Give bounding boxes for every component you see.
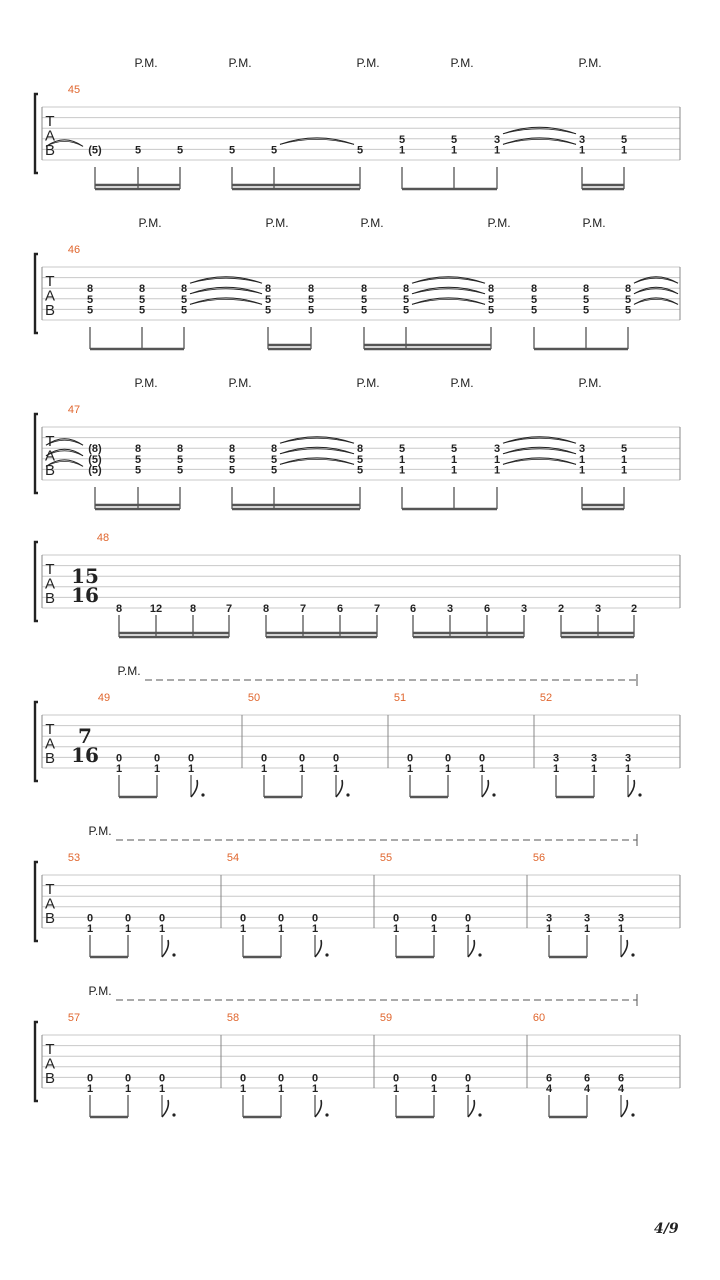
fret-number: 3 [594, 603, 602, 615]
fret-number: 5 [487, 304, 495, 317]
fret-number: 5 [530, 304, 538, 317]
fret-number: 1 [450, 464, 458, 477]
measure-number: 59 [379, 1012, 393, 1024]
palm-mute-mark: P.M. [117, 664, 141, 678]
fret-number: 5 [270, 144, 278, 157]
fret-number: 5 [270, 464, 278, 477]
fret-number: 5 [270, 453, 278, 466]
fret-number: 1 [311, 923, 319, 935]
fret-number: 3 [578, 443, 586, 456]
fret-number: 3 [545, 912, 553, 925]
fret-number: 1 [392, 1083, 400, 1095]
tab-clef-letter: T [45, 721, 55, 738]
dotted-note [478, 1113, 481, 1116]
fret-number: 3 [590, 752, 598, 765]
tab-clef-letter: T [45, 273, 55, 290]
dotted-note [172, 953, 175, 956]
note-flag [482, 780, 488, 797]
fret-number: 1 [620, 144, 628, 157]
fret-number: 3 [617, 912, 625, 925]
palm-mute-mark: P.M. [578, 56, 602, 70]
tab-clef-letter: T [45, 1041, 55, 1058]
fret-number: 1 [464, 923, 472, 935]
palm-mute-mark: P.M. [134, 56, 158, 70]
fret-number: 7 [373, 603, 381, 615]
tab-clef-letter: A [44, 575, 56, 593]
fret-number: 2 [630, 603, 638, 615]
fret-number: 12 [149, 603, 163, 615]
dotted-note [478, 953, 481, 956]
fret-number: 0 [332, 752, 340, 765]
note-flag [468, 1100, 474, 1117]
tab-clef-letter: B [44, 910, 56, 927]
tab-clef-letter: A [44, 1055, 56, 1073]
note-flag [162, 1100, 168, 1117]
fret-number: 2 [557, 603, 565, 615]
fret-number: 0 [239, 912, 247, 925]
fret-number: 5 [620, 443, 628, 456]
fret-number: 0 [430, 1072, 438, 1085]
fret-number: 1 [392, 923, 400, 935]
fret-number: (5) [88, 464, 102, 477]
fret-number: 0 [464, 912, 472, 925]
fret-number: 0 [392, 912, 400, 925]
note-flag [621, 1100, 627, 1117]
tab-clef-letter: A [44, 127, 56, 145]
dotted-note [638, 793, 641, 796]
fret-number: 1 [617, 923, 625, 935]
fret-number: 6 [483, 603, 491, 615]
tie-arc [503, 449, 576, 454]
fret-number: 1 [493, 144, 501, 157]
tab-clef-letter: A [44, 895, 56, 913]
fret-number: 1 [153, 763, 161, 775]
fret-number: 5 [402, 304, 410, 317]
tab-clef-letter: T [45, 561, 55, 578]
fret-number: 5 [398, 443, 406, 456]
fret-number: 8 [189, 603, 197, 615]
fret-number: 1 [86, 923, 94, 935]
time-signature-top: 15 [71, 564, 99, 588]
fret-number: 5 [398, 133, 406, 146]
dotted-note [346, 793, 349, 796]
fret-number: 5 [180, 304, 188, 317]
fret-number: 1 [578, 464, 586, 477]
fret-number: 1 [398, 144, 406, 157]
tie-arc [412, 289, 485, 294]
system-bracket [35, 1022, 38, 1101]
fret-number: 5 [228, 144, 236, 157]
measure-number: 58 [226, 1012, 240, 1024]
fret-number: 5 [582, 304, 590, 317]
system-bracket [35, 702, 38, 781]
fret-number: 8 [530, 283, 538, 296]
dotted-note [631, 1113, 634, 1116]
fret-number: 1 [478, 763, 486, 775]
fret-number: 5 [450, 443, 458, 456]
tie-arc [412, 299, 485, 304]
tab-clef-letter: A [44, 447, 56, 465]
palm-mute-mark: P.M. [450, 376, 474, 390]
tie-arc-out [634, 278, 678, 283]
fret-number: 3 [493, 443, 501, 456]
fret-number: 0 [392, 1072, 400, 1085]
fret-number: 5 [86, 304, 94, 317]
dotted-note [492, 793, 495, 796]
measure-number: 51 [393, 692, 407, 704]
tie-arc [280, 438, 354, 443]
palm-mute-mark: P.M. [487, 216, 511, 230]
page-number: 4/9 [654, 1221, 679, 1237]
note-flag [336, 780, 342, 797]
fret-number: 3 [624, 752, 632, 765]
measure-number: 53 [67, 852, 81, 864]
fret-number: 5 [228, 464, 236, 477]
fret-number: 5 [360, 293, 368, 306]
measure-number: 48 [96, 532, 110, 544]
fret-number: 3 [578, 133, 586, 146]
fret-number: 5 [228, 453, 236, 466]
fret-number: 1 [578, 144, 586, 157]
fret-number: 0 [86, 912, 94, 925]
fret-number: 1 [86, 1083, 94, 1095]
fret-number: 6 [409, 603, 417, 615]
fret-number: 0 [311, 1072, 319, 1085]
fret-number: 0 [115, 752, 123, 765]
measure-number: 46 [67, 244, 81, 256]
tab-clef-letter: B [44, 462, 56, 479]
tab-clef-letter: T [45, 433, 55, 450]
fret-number: 3 [520, 603, 528, 615]
palm-mute-mark: P.M. [356, 376, 380, 390]
fret-number: 0 [298, 752, 306, 765]
fret-number: 0 [277, 912, 285, 925]
fret-number: 8 [180, 283, 188, 296]
dotted-note [172, 1113, 175, 1116]
fret-number: 1 [187, 763, 195, 775]
dotted-note [325, 1113, 328, 1116]
tie-arc [503, 139, 576, 144]
palm-mute-mark: P.M. [582, 216, 606, 230]
fret-number: 5 [582, 293, 590, 306]
tab-clef-letter: B [44, 142, 56, 159]
fret-number: 1 [298, 763, 306, 775]
system-bracket [35, 862, 38, 941]
fret-number: 5 [360, 304, 368, 317]
fret-number: 8 [624, 283, 632, 296]
tie-arc [503, 129, 576, 134]
palm-mute-mark: P.M. [265, 216, 289, 230]
fret-number: 1 [545, 923, 553, 935]
fret-number: 8 [360, 283, 368, 296]
fret-number: 8 [115, 603, 123, 615]
fret-number: 3 [493, 133, 501, 146]
fret-number: 8 [262, 603, 270, 615]
fret-number: 1 [450, 453, 458, 466]
fret-number: 5 [138, 304, 146, 317]
fret-number: 1 [398, 453, 406, 466]
palm-mute-mark: P.M. [88, 824, 112, 838]
palm-mute-mark: P.M. [356, 56, 380, 70]
measure-number: 55 [379, 852, 393, 864]
time-signature-bottom: 16 [71, 583, 99, 607]
dotted-note [201, 793, 204, 796]
fret-number: 4 [545, 1083, 553, 1095]
fret-number: 1 [583, 923, 591, 935]
fret-number: 5 [356, 464, 364, 477]
fret-number: 5 [356, 144, 364, 157]
measure-number: 49 [97, 692, 111, 704]
fret-number: 1 [239, 923, 247, 935]
fret-number: 1 [277, 923, 285, 935]
fret-number: 1 [464, 1083, 472, 1095]
fret-number: 5 [134, 464, 142, 477]
fret-number: 1 [430, 1083, 438, 1095]
fret-number: 3 [583, 912, 591, 925]
fret-number: 1 [115, 763, 123, 775]
note-flag [162, 940, 168, 957]
fret-number: 4 [617, 1083, 625, 1095]
fret-number: 4 [583, 1083, 591, 1095]
fret-number: 8 [86, 283, 94, 296]
tab-clef-letter: T [45, 113, 55, 130]
fret-number: 0 [444, 752, 452, 765]
fret-number: 0 [260, 752, 268, 765]
fret-number: 1 [124, 923, 132, 935]
fret-number: 8 [582, 283, 590, 296]
fret-number: 8 [307, 283, 315, 296]
fret-number: 8 [134, 443, 142, 456]
fret-number: 5 [402, 293, 410, 306]
tie-arc [280, 449, 354, 454]
fret-number: 7 [225, 603, 233, 615]
fret-number: 8 [264, 283, 272, 296]
fret-number: 8 [356, 443, 364, 456]
palm-mute-mark: P.M. [88, 984, 112, 998]
measure-number: 52 [539, 692, 553, 704]
tab-clef-letter: A [44, 735, 56, 753]
fret-number: 0 [124, 1072, 132, 1085]
fret-number: 8 [402, 283, 410, 296]
fret-number: 0 [158, 1072, 166, 1085]
fret-number: 1 [398, 464, 406, 477]
measure-number: 47 [67, 404, 81, 416]
tie-arc [190, 289, 262, 294]
fret-number: 5 [134, 144, 142, 157]
measure-number: 50 [247, 692, 261, 704]
fret-number: 1 [620, 453, 628, 466]
tie-arc [503, 459, 576, 464]
fret-number: 1 [590, 763, 598, 775]
tie-arc-out [634, 289, 678, 294]
tab-clef-letter: A [44, 287, 56, 305]
system-bracket [35, 414, 38, 493]
fret-number: 1 [277, 1083, 285, 1095]
tie-arc-out [634, 299, 678, 304]
dotted-note [631, 953, 634, 956]
fret-number: 5 [176, 464, 184, 477]
fret-number: 5 [620, 133, 628, 146]
fret-number: 6 [336, 603, 344, 615]
fret-number: 3 [446, 603, 454, 615]
fret-number: 1 [444, 763, 452, 775]
fret-number: 1 [260, 763, 268, 775]
measure-number: 56 [532, 852, 546, 864]
fret-number: 6 [583, 1072, 591, 1085]
palm-mute-mark: P.M. [360, 216, 384, 230]
fret-number: 0 [86, 1072, 94, 1085]
palm-mute-mark: P.M. [228, 376, 252, 390]
fret-number: 5 [530, 293, 538, 306]
fret-number: 0 [430, 912, 438, 925]
fret-number: 5 [176, 144, 184, 157]
palm-mute-mark: P.M. [138, 216, 162, 230]
fret-number: (8) [88, 443, 102, 456]
note-flag [628, 780, 634, 797]
fret-number: 8 [487, 283, 495, 296]
fret-number: 1 [239, 1083, 247, 1095]
fret-number: 8 [176, 443, 184, 456]
fret-number: 1 [624, 763, 632, 775]
tie-arc [280, 459, 354, 464]
tie-arc [412, 278, 485, 283]
fret-number: 5 [307, 304, 315, 317]
tab-clef-letter: B [44, 590, 56, 607]
palm-mute-mark: P.M. [450, 56, 474, 70]
fret-number: 1 [493, 464, 501, 477]
fret-number: 1 [406, 763, 414, 775]
tab-clef-letter: B [44, 750, 56, 767]
note-flag [315, 1100, 321, 1117]
system-bracket [35, 94, 38, 173]
fret-number: 5 [624, 304, 632, 317]
fret-number: 5 [264, 304, 272, 317]
fret-number: 1 [430, 923, 438, 935]
fret-number: 7 [299, 603, 307, 615]
palm-mute-mark: P.M. [134, 376, 158, 390]
tab-clef-letter: T [45, 881, 55, 898]
system-bracket [35, 254, 38, 333]
time-signature-top: 7 [78, 724, 92, 748]
fret-number: 6 [617, 1072, 625, 1085]
fret-number: 5 [624, 293, 632, 306]
fret-number: 0 [158, 912, 166, 925]
tab-clef-letter: B [44, 302, 56, 319]
fret-number: 5 [134, 453, 142, 466]
fret-number: 5 [450, 133, 458, 146]
fret-number: 0 [406, 752, 414, 765]
fret-number: 1 [124, 1083, 132, 1095]
fret-number: 1 [450, 144, 458, 157]
palm-mute-mark: P.M. [578, 376, 602, 390]
fret-number: 1 [578, 453, 586, 466]
fret-number: 1 [620, 464, 628, 477]
tie-arc [190, 278, 262, 283]
fret-number: 1 [332, 763, 340, 775]
fret-number: 8 [270, 443, 278, 456]
fret-number: 0 [239, 1072, 247, 1085]
palm-mute-mark: P.M. [228, 56, 252, 70]
fret-number: 0 [478, 752, 486, 765]
fret-number: 1 [311, 1083, 319, 1095]
fret-number: 0 [277, 1072, 285, 1085]
measure-number: 54 [226, 852, 240, 864]
note-flag [621, 940, 627, 957]
fret-number: 1 [158, 923, 166, 935]
fret-number: 1 [158, 1083, 166, 1095]
note-flag [315, 940, 321, 957]
tab-clef-letter: B [44, 1070, 56, 1087]
fret-number: 5 [176, 453, 184, 466]
tie-arc [280, 139, 354, 144]
time-signature-bottom: 16 [71, 743, 99, 767]
dotted-note [325, 953, 328, 956]
fret-number: 5 [138, 293, 146, 306]
fret-number: 1 [493, 453, 501, 466]
fret-number: 5 [264, 293, 272, 306]
fret-number: 5 [307, 293, 315, 306]
fret-number: (5) [88, 144, 102, 157]
fret-number: 6 [545, 1072, 553, 1085]
tie-arc [190, 299, 262, 304]
fret-number: 5 [86, 293, 94, 306]
fret-number: (5) [88, 453, 102, 466]
fret-number: 5 [180, 293, 188, 306]
fret-number: 0 [124, 912, 132, 925]
measure-number: 57 [67, 1012, 81, 1024]
fret-number: 5 [356, 453, 364, 466]
fret-number: 0 [464, 1072, 472, 1085]
fret-number: 5 [487, 293, 495, 306]
fret-number: 0 [153, 752, 161, 765]
system-bracket [35, 542, 38, 621]
fret-number: 8 [228, 443, 236, 456]
tie-arc [503, 438, 576, 443]
measure-number: 60 [532, 1012, 546, 1024]
fret-number: 8 [138, 283, 146, 296]
fret-number: 0 [311, 912, 319, 925]
fret-number: 1 [552, 763, 560, 775]
fret-number: 3 [552, 752, 560, 765]
note-flag [191, 780, 197, 797]
measure-number: 45 [67, 84, 81, 96]
fret-number: 0 [187, 752, 195, 765]
note-flag [468, 940, 474, 957]
